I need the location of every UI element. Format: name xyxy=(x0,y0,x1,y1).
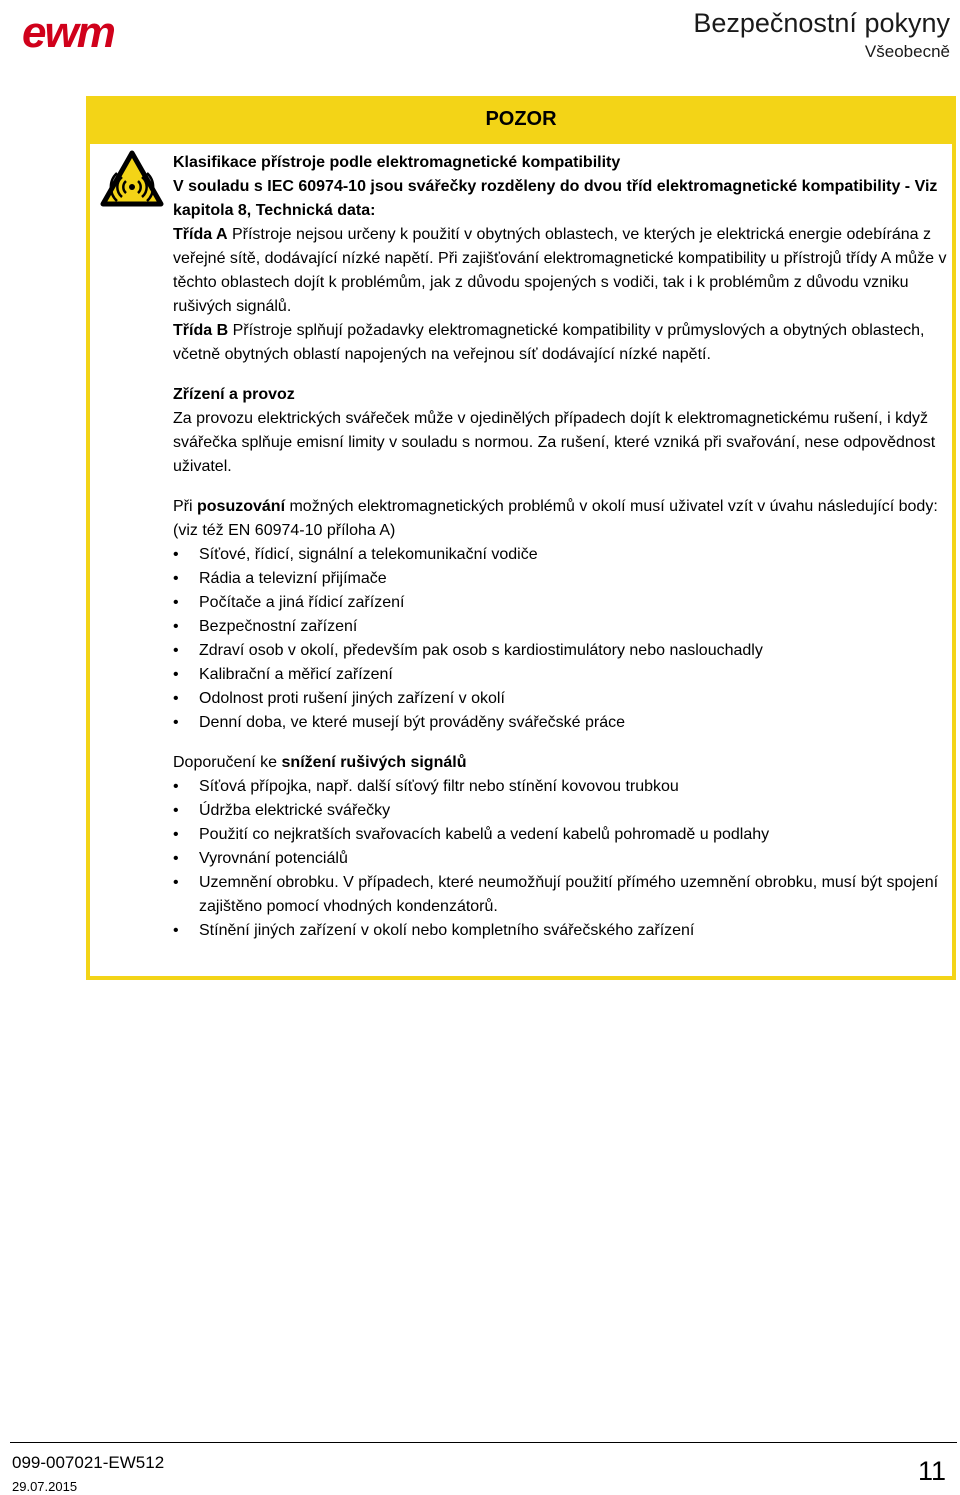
setup-heading: Zřízení a provoz xyxy=(173,386,295,403)
list-item: • Rádia a televizní přijímače xyxy=(173,567,953,591)
notice-body xyxy=(173,151,953,943)
assessment-intro xyxy=(173,495,953,543)
class-b-paragraph xyxy=(173,319,953,367)
list-item: • Denní doba, ve které musejí být prováděny svářečské práce xyxy=(173,711,953,735)
list-item: • Vyrovnání potenciálů xyxy=(173,847,953,871)
list-item: • Síťové, řídicí, signální a telekomunikační vodiče xyxy=(173,543,953,567)
class-a-paragraph xyxy=(173,223,953,319)
class-a-text: Přístroje nejsou určeny k použití v obytných oblastech, ve kterých je elektrická energie odebírána z veřejné sítě, dodávající nízké napětí. Při zajišťování elektromagnetické kompatibility u přístrojů třídy A může v těchto oblastech dojít k problémům, jak z důvodu spojených s vodiči, tak i k problémům z důvodu vzniku rušivých signálů. xyxy=(173,226,947,315)
reduction-bold: snížení rušivých signálů xyxy=(281,754,467,771)
page-subtitle: Všeobecně xyxy=(864,42,950,61)
logo-text: ewm xyxy=(22,14,114,52)
setup-text: Za provozu elektrických svářeček může v ojedinělých případech dojít k elektromagnetickému rušení, i když svářečka splňuje emisní limity v souladu s normou. Za rušení, které vzniká při svařování, nese odpovědnost uživatel. xyxy=(173,410,936,475)
list-item: • Údržba elektrické svářečky xyxy=(173,799,953,823)
list-item: • Počítače a jiná řídicí zařízení xyxy=(173,591,953,615)
emc-title: Klasifikace přístroje podle elektromagnetické kompatibility xyxy=(173,154,621,171)
footer-rule xyxy=(10,1442,957,1443)
list-item: • Síťová přípojka, např. další síťový filtr nebo stínění kovovou trubkou xyxy=(173,775,953,799)
page-number: 11 xyxy=(917,1456,946,1486)
page-title: Bezpečnostní pokyny xyxy=(693,8,950,38)
list-item: • Zdraví osob v okolí, především pak osob s kardiostimulátory nebo naslouchadly xyxy=(173,639,953,663)
list-item: • Kalibrační a měřicí zařízení xyxy=(173,663,953,687)
assessment-list xyxy=(173,543,953,735)
assessment-bold: posuzování xyxy=(197,498,286,515)
list-item: • Stínění jiných zařízení v okolí nebo kompletního svářečského zařízení xyxy=(173,919,953,943)
electromagnetic-radiation-warning-icon xyxy=(100,150,164,208)
list-item: • Uzemnění obrobku. V případech, které neumožňují použití přímého uzemnění obrobku, musí být spojení zajištěno pomocí vhodných kondenzátorů. xyxy=(173,871,953,919)
reduction-heading xyxy=(173,751,953,775)
reduction-list xyxy=(173,775,953,943)
list-item: • Bezpečnostní zařízení xyxy=(173,615,953,639)
list-item: • Odolnost proti rušení jiných zařízení v okolí xyxy=(173,687,953,711)
emc-intro: V souladu s IEC 60974-10 jsou svářečky rozděleny do dvou tříd elektromagnetické kompatibility - Viz kapitola 8, Technická data: xyxy=(173,178,938,219)
document-number: 099-007021-EW512 xyxy=(12,1453,165,1472)
list-item: • Použití co nejkratších svařovacích kabelů a vedení kabelů pohromadě u podlahy xyxy=(173,823,953,847)
class-a-label: Třída A xyxy=(173,226,228,243)
assessment-post: možných elektromagnetických problémů v okolí musí uživatel vzít v úvahu následující body: (viz též EN 60974-10 příloha A) xyxy=(173,498,938,539)
document-date: 29.07.2015 xyxy=(12,1479,78,1494)
reduction-pre: Doporučení ke xyxy=(173,754,282,771)
ewm-logo xyxy=(22,14,164,52)
class-b-text: Přístroje splňují požadavky elektromagnetické kompatibility v průmyslových a obytných oblastech, včetně obytných oblastí napojených na veřejnou síť dodávající nízké napětí. xyxy=(173,322,925,363)
class-b-label: Třída B xyxy=(173,322,229,339)
notice-heading: POZOR xyxy=(485,108,557,130)
caution-notice xyxy=(86,96,956,980)
assessment-pre: Při xyxy=(173,498,197,515)
